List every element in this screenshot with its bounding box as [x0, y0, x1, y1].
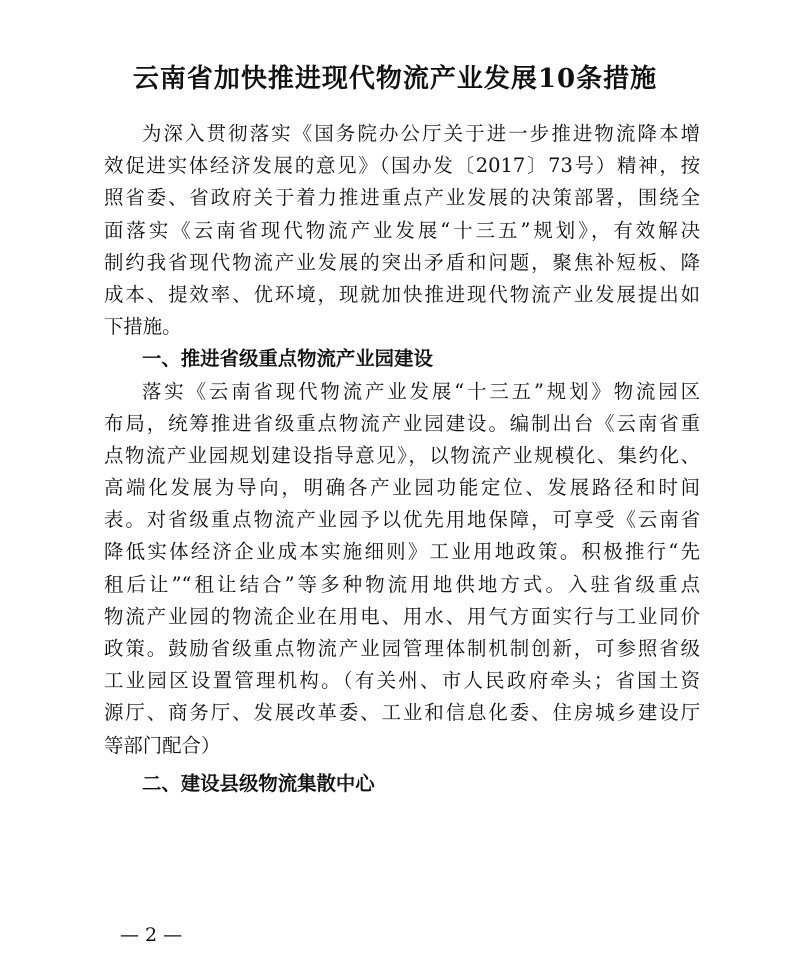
text-line: 照省委、省政府关于着力推进重点产业发展的决策部署，围绕全: [104, 186, 700, 210]
text-line: 为深入贯彻落实《国务院办公厅关于进一步推进物流降本增: [142, 122, 700, 145]
text-line: 降低实体经济企业成本实施细则》工业用地政策。积极推行“先: [104, 540, 700, 564]
document-title: 云南省加快推进现代物流产业发展10条措施: [132, 64, 658, 94]
text-line: 表。对省级重点物流产业园予以优先用地保障，可享受《云南省: [104, 508, 700, 532]
text-line: 政策。鼓励省级重点物流产业园管理体制机制创新，可参照省级: [104, 637, 700, 660]
text-line: 等部门配合）: [104, 733, 221, 757]
text-line: 下措施。: [104, 315, 182, 339]
text-line: 源厅、商务厅、发展改革委、工业和信息化委、住房城乡建设厅: [104, 701, 700, 725]
text-line: 物流产业园的物流企业在用电、用水、用气方面实行与工业同价: [104, 604, 700, 628]
intro-paragraph: [104, 118, 700, 343]
text-line: 成本、提效率、优环境，现就加快推进现代物流产业发展提出如: [104, 282, 700, 306]
text-line: 工业园区设置管理机构。（有关州、市人民政府牵头；省国土资: [104, 669, 700, 693]
text-line: 高端化发展为导向，明确各产业园功能定位、发展路径和时间: [104, 476, 700, 500]
text-line: 点物流产业园规划建设指导意见》，以物流产业规模化、集约化、: [104, 443, 700, 467]
text-line: 落实《云南省现代物流产业发展“十三五”规划》物流园区: [142, 379, 700, 403]
text-line: 制约我省现代物流产业发展的突出矛盾和问题，聚焦补短板、降: [104, 250, 700, 274]
section-heading-2: 二、建设县级物流集散中心: [142, 771, 375, 795]
text-line: 效促进实体经济发展的意见》（国办发〔2017〕73号）精神，按: [104, 154, 700, 178]
section-heading-1: 一、推进省级重点物流产业园建设: [142, 347, 433, 371]
text-line: 布局，统筹推进省级重点物流产业园建设。编制出台《云南省重: [104, 411, 700, 435]
text-line: 面落实《云南省现代物流产业发展“十三五”规划》，有效解决: [104, 218, 700, 242]
section-1-paragraph: [104, 376, 700, 762]
page-number: — 2 —: [120, 924, 183, 946]
document-body: [104, 118, 700, 800]
text-line: 租后让”“租让结合”等多种物流用地供地方式。入驻省级重点: [104, 572, 700, 596]
